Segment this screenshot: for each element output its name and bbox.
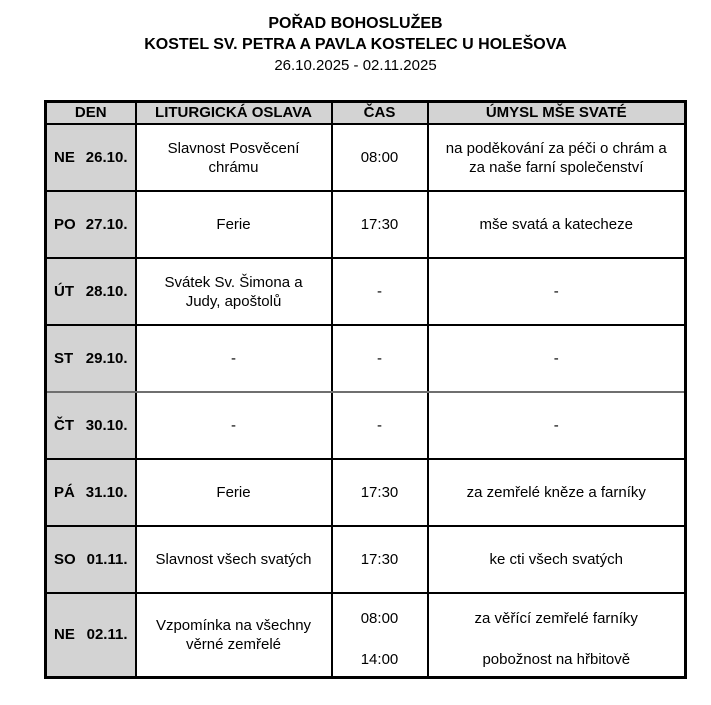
table-row <box>46 258 686 325</box>
celebration-cell: - <box>136 392 332 459</box>
day-label: ÚT <box>54 283 74 300</box>
intention-cell: - <box>428 325 686 392</box>
day-label: ST <box>54 350 74 367</box>
day-label: NE <box>54 149 75 166</box>
celebration-cell: Slavnost všech svatých <box>136 526 332 593</box>
celebration-cell: Svátek Sv. Šimona a Judy, apoštolů <box>136 258 332 325</box>
time-cell: 17:30 <box>332 526 428 593</box>
day-label: SO <box>54 551 76 568</box>
time-entry: 14:00 <box>360 650 399 668</box>
date-label: 27.10. <box>85 216 128 233</box>
time-cell: 08:00 <box>332 124 428 191</box>
column-header-den: DEN <box>46 102 136 125</box>
time-cell: - <box>332 325 428 392</box>
intention-cell: - <box>428 258 686 325</box>
date-range: 26.10.2025 - 02.11.2025 <box>274 57 437 74</box>
time-cell <box>332 593 428 677</box>
celebration-cell: Slavnost Posvěcení chrámu <box>136 124 332 191</box>
date-label: 28.10. <box>85 283 128 300</box>
day-label: PO <box>54 216 76 233</box>
celebration-cell: Ferie <box>136 459 332 526</box>
intention-entry: pobožnost na hřbitově <box>482 650 631 668</box>
date-label: 01.11. <box>86 551 128 568</box>
date-label: 31.10. <box>85 484 128 501</box>
intention-cell: - <box>428 392 686 459</box>
table-row <box>46 392 686 459</box>
time-cell: - <box>332 392 428 459</box>
document-header <box>0 0 711 77</box>
table-row <box>46 191 686 258</box>
table-row <box>46 526 686 593</box>
day-label: NE <box>54 626 75 644</box>
document-subtitle: KOSTEL SV. PETRA A PAVLA KOSTELEC U HOLEŠOVA <box>144 36 567 53</box>
intention-cell: ke cti všech svatých <box>428 526 686 593</box>
document-title: POŘAD BOHOSLUŽEB <box>268 15 443 32</box>
day-cell <box>46 593 136 677</box>
header-row <box>46 102 686 125</box>
time-entry: 08:00 <box>360 609 399 627</box>
intention-cell <box>428 593 686 677</box>
schedule-table <box>44 100 687 679</box>
day-cell <box>46 526 136 593</box>
intention-cell: za zemřelé kněze a farníky <box>428 459 686 526</box>
date-label: 02.11. <box>86 626 128 644</box>
day-cell <box>46 258 136 325</box>
table-row <box>46 593 686 677</box>
day-cell <box>46 459 136 526</box>
celebration-cell: Ferie <box>136 191 332 258</box>
day-label: PÁ <box>54 484 75 501</box>
day-cell <box>46 124 136 191</box>
celebration-cell: Vzpomínka na všechny věrné zemřelé <box>136 593 332 677</box>
intention-cell: mše svatá a katecheze <box>428 191 686 258</box>
table-row <box>46 124 686 191</box>
table-row <box>46 325 686 392</box>
column-header-cas: ČAS <box>332 102 428 125</box>
day-label: ČT <box>54 417 74 434</box>
day-cell <box>46 325 136 392</box>
intention-entry: za věřící zemřelé farníky <box>474 609 638 627</box>
intention-cell: na poděkování za péči o chrám a za naše farní společenství <box>428 124 686 191</box>
date-label: 26.10. <box>85 149 128 166</box>
day-cell <box>46 191 136 258</box>
column-header-umysl: ÚMYSL MŠE SVATÉ <box>428 102 686 125</box>
time-cell: 17:30 <box>332 191 428 258</box>
celebration-cell: - <box>136 325 332 392</box>
time-cell: - <box>332 258 428 325</box>
day-cell <box>46 392 136 459</box>
date-label: 30.10. <box>85 417 128 434</box>
column-header-liturgicka-oslava: LITURGICKÁ OSLAVA <box>136 102 332 125</box>
date-label: 29.10. <box>85 350 128 367</box>
table-row <box>46 459 686 526</box>
time-cell: 17:30 <box>332 459 428 526</box>
